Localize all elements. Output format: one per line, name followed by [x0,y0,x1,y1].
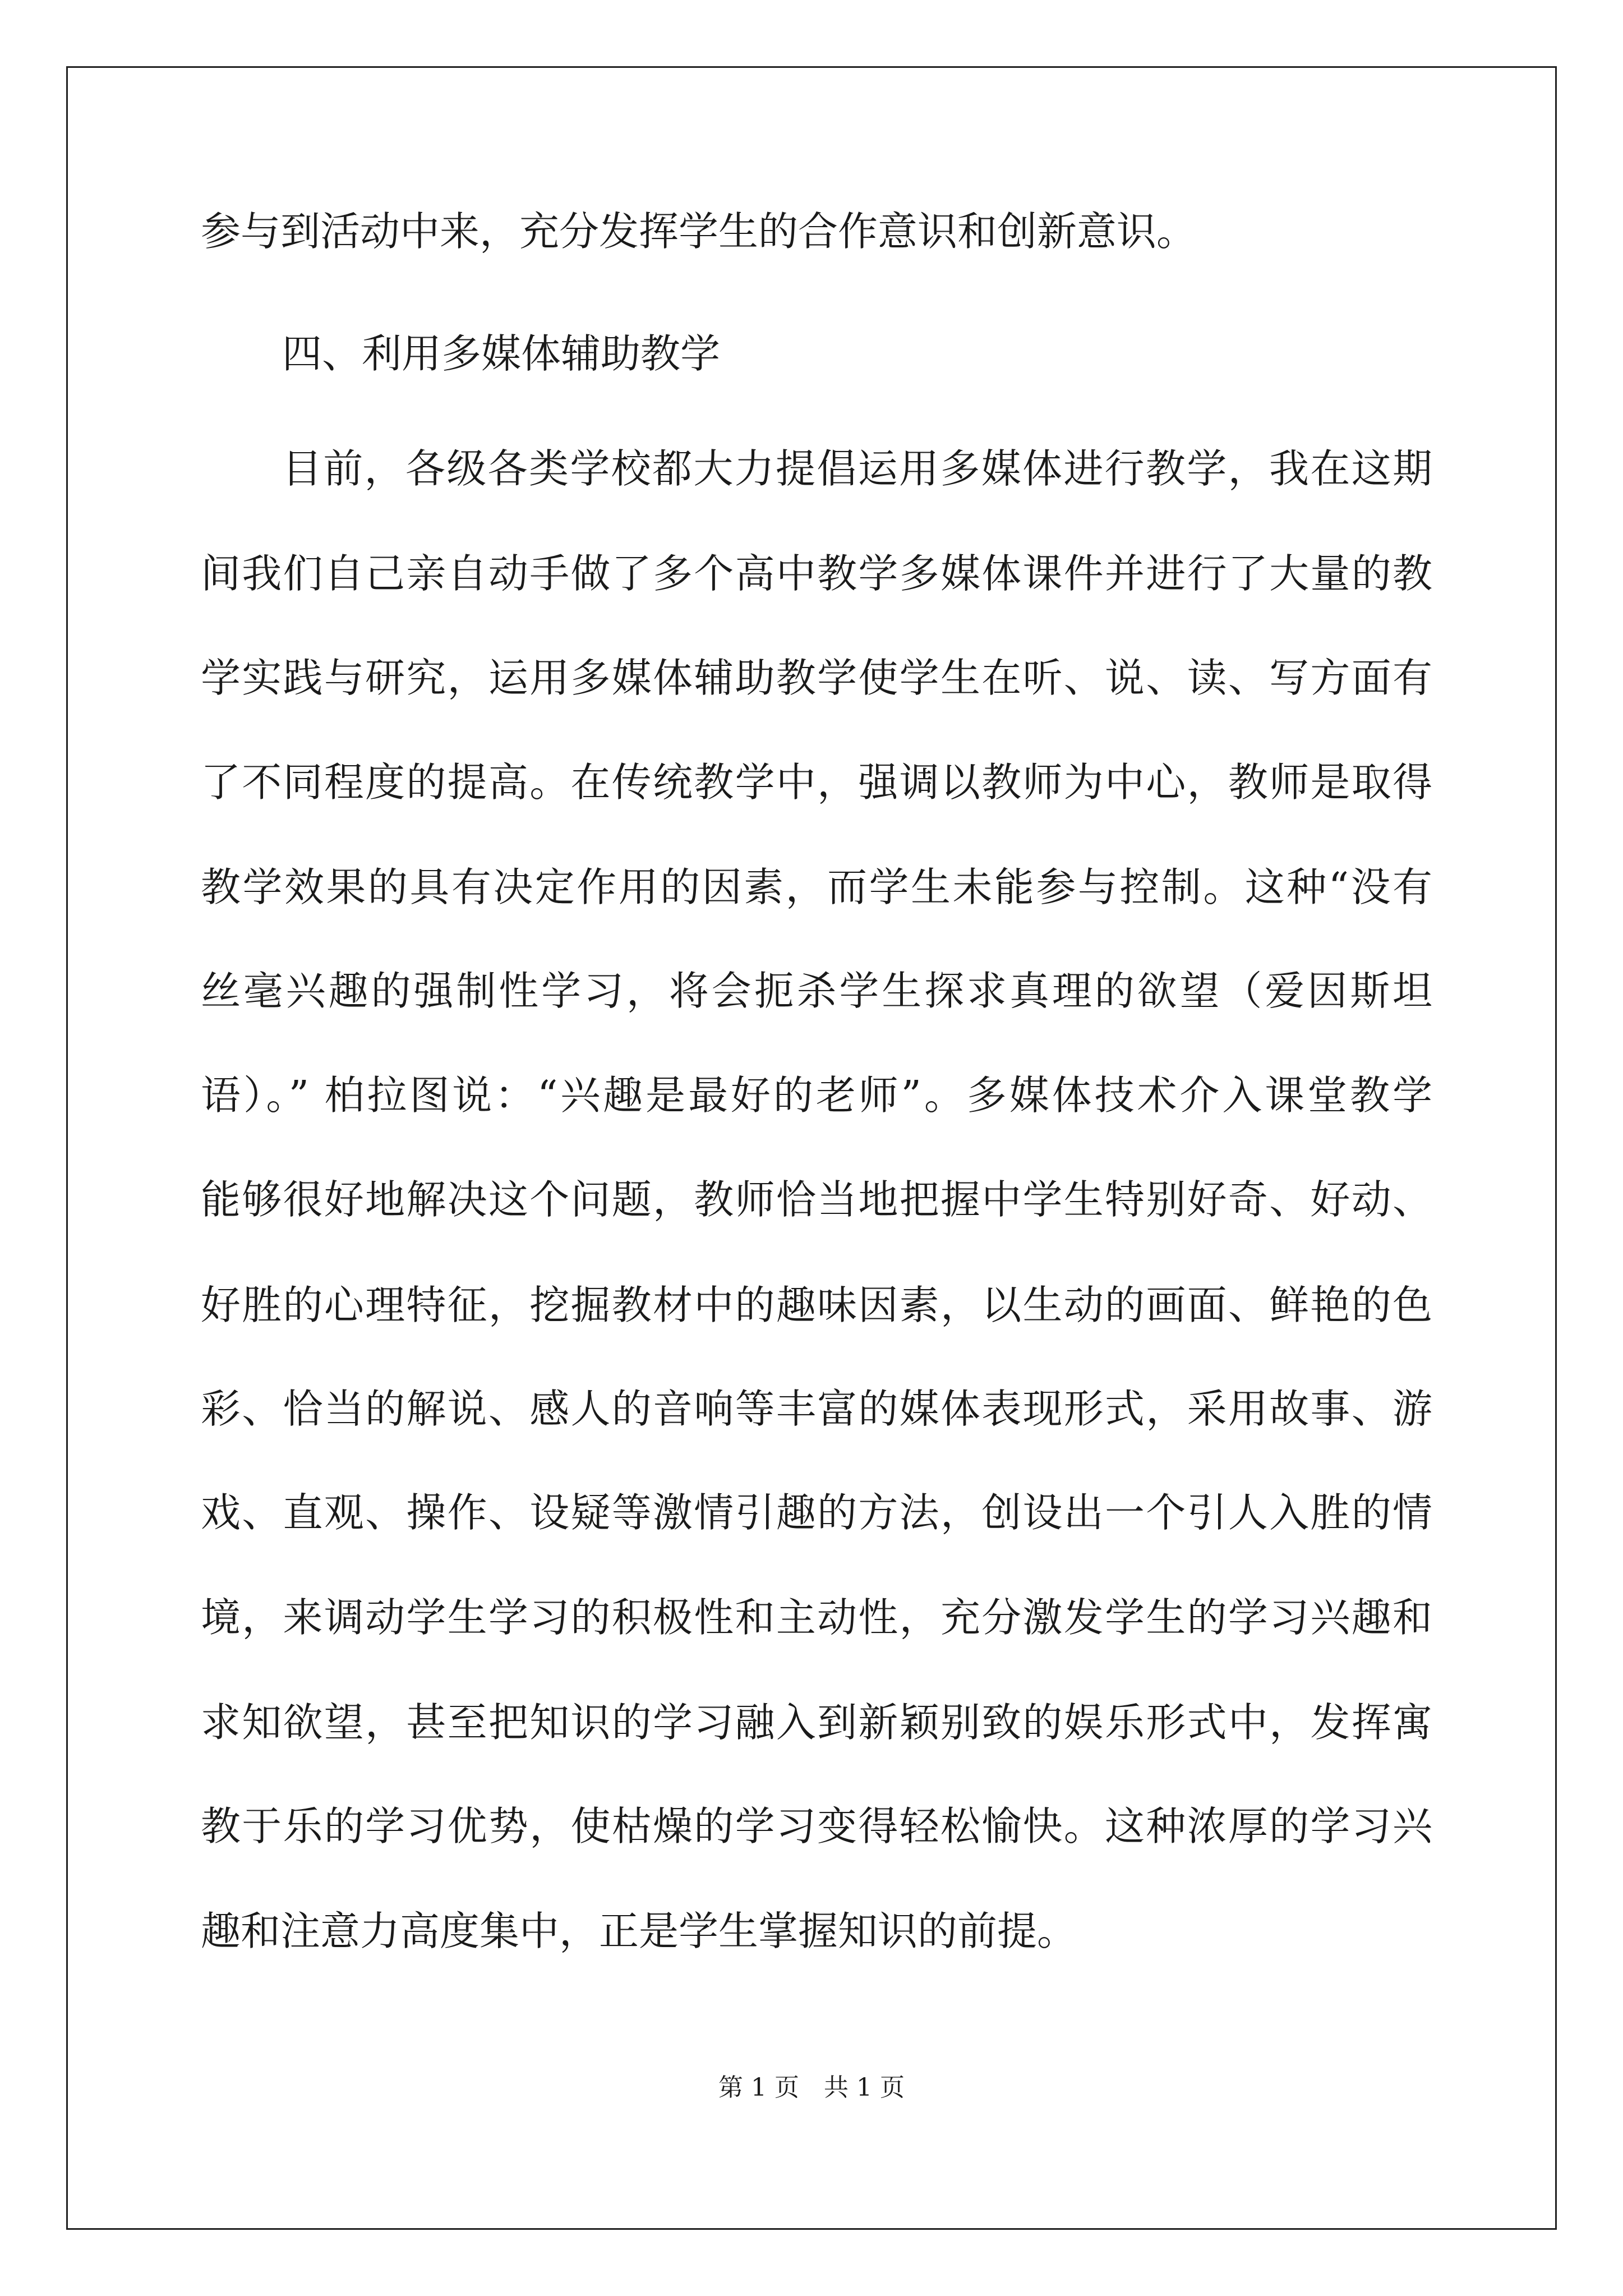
text-line: 求知欲望，甚至把知识的学习融入到新颖别致的娱乐形式中，发挥寓 [201,1699,1432,1746]
text-line: 参与到活动中来，充分发挥学生的合作意识和创新意识。 [201,208,1197,255]
text-line: 教学效果的具有决定作用的因素，而学生未能参与控制。这种“没有 [201,864,1432,910]
text-line: 趣和注意力高度集中，正是学生掌握知识的前提。 [201,1908,1077,1954]
page-number: 第 1 页 共 1 页 [718,2073,905,2102]
text-line: 彩、恰当的解说、感人的音响等丰富的媒体表现形式，采用故事、游 [201,1386,1432,1432]
text-line: 学实践与研究，运用多媒体辅助教学使学生在听、说、读、写方面有 [201,655,1432,701]
text-line: 了不同程度的提高。在传统教学中，强调以教师为中心，教师是取得 [201,759,1432,806]
text-line: 丝毫兴趣的强制性学习，将会扼杀学生探求真理的欲望（爱因斯坦 [201,968,1432,1014]
text-line: 间我们自己亲自动手做了多个高中教学多媒体课件并进行了大量的教 [201,550,1432,597]
text-line: 境，来调动学生学习的积极性和主动性，充分激发学生的学习兴趣和 [201,1594,1432,1641]
text-line: 能够很好地解决这个问题，教师恰当地把握中学生特别好奇、好动、 [201,1176,1432,1223]
text-line: 戏、直观、操作、设疑等激情引趣的方法，创设出一个引人入胜的情 [201,1489,1432,1536]
text-line: 教于乐的学习优势，使枯燥的学习变得轻松愉快。这种浓厚的学习兴 [201,1803,1432,1849]
text-line: 好胜的心理特征，挖掘教材中的趣味因素，以生动的画面、鲜艳的色 [201,1282,1432,1328]
text-line: 目前，各级各类学校都大力提倡运用多媒体进行教学，我在这期 [282,445,1432,492]
text-line: 语）。” 柏拉图说：“兴趣是最好的老师”。多媒体技术介入课堂教学 [201,1072,1432,1119]
section-heading: 四、利用多媒体辅助教学 [282,330,721,377]
